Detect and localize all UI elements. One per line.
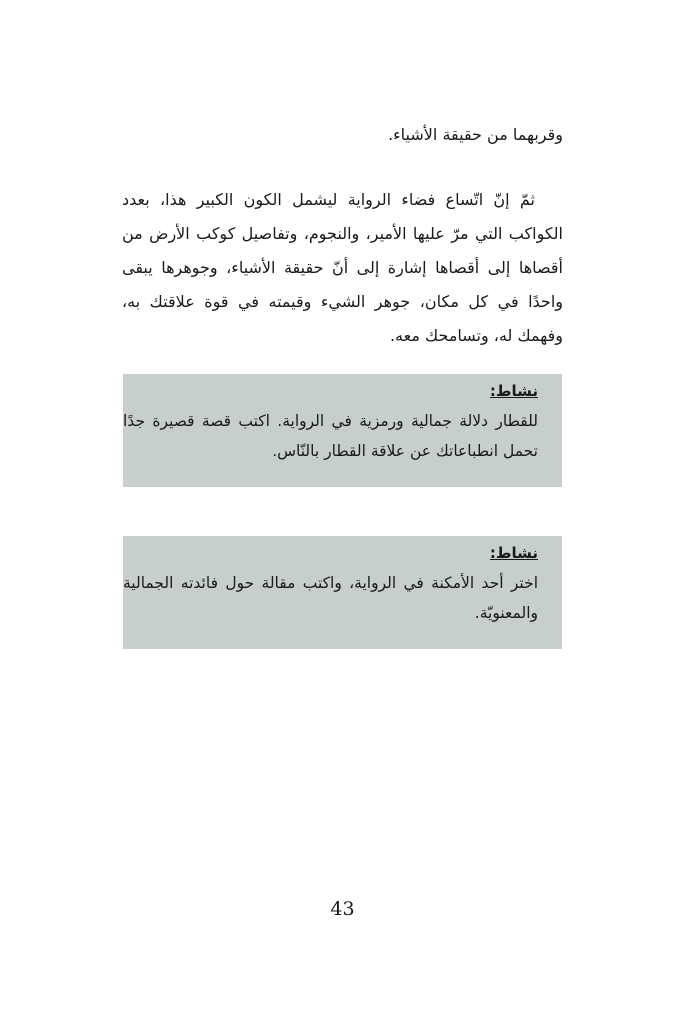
activity-text: للقطار دلالة جمالية ورمزية في الرواية. اكتب قصة قصيرة جدًا تحمل انطباعاتك عن علاقة القطار بالنّاس. — [123, 412, 538, 460]
activity-title: نشاط: — [489, 544, 538, 562]
opening-paragraph — [122, 118, 563, 152]
page-number: 43 — [330, 898, 355, 920]
main-paragraph — [122, 183, 563, 353]
opening-paragraph-text: وقربهما من حقيقة الأشياء. — [388, 125, 563, 144]
activity-box-2 — [123, 536, 562, 649]
main-paragraph-text: ثمّ إنّ اتّساع فضاء الرواية ليشمل الكون الكبير هذا، بعدد الكواكب التي مرّ عليها الأمير، والنجوم، وتفاصيل كوكب الأرض من أقصاها إلى أقصاها إشارة إلى أنّ حقيقة الأشياء، وجوهرها يبقى واحدًا في كل مكان، جوهر الشيء وقيمته في قوة علاقتك به، وفهمك له، وتسامحك معه. — [122, 190, 563, 345]
activity-box-1 — [123, 374, 562, 487]
activity-title: نشاط: — [489, 382, 538, 400]
activity-text: اختر أحد الأمكنة في الرواية، واكتب مقالة حول فائدته الجمالية والمعنويّة. — [123, 574, 538, 622]
